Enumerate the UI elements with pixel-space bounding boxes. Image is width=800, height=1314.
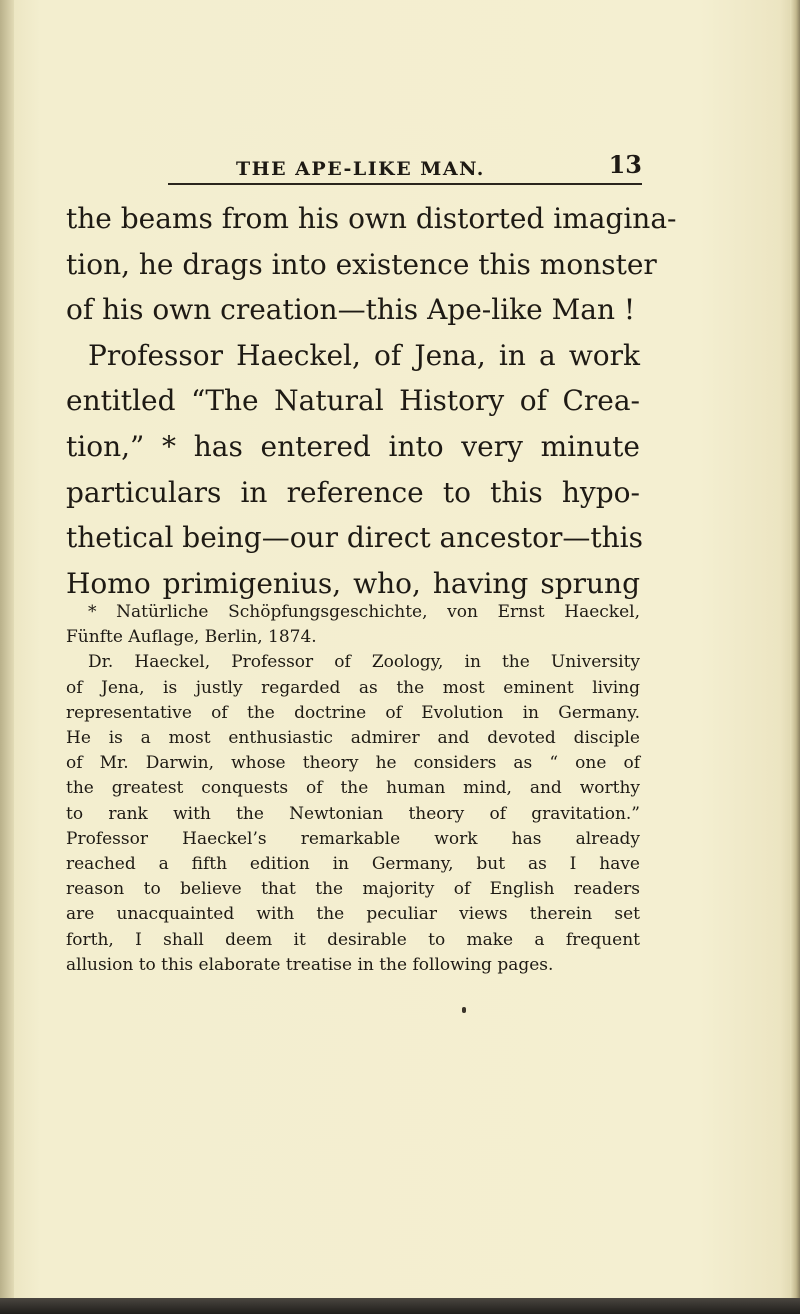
footnote-line: representative of the doctrine of Evolution in Germany. — [66, 702, 640, 723]
footnote-line: * Natürliche Schöpfungsgeschichte, von Ernst Haeckel, — [88, 602, 640, 622]
footnote-line: Fünfte Auflage, Berlin, 1874. — [66, 627, 317, 648]
footnote-line: He is a most enthusiastic admirer and devoted disciple — [66, 728, 640, 749]
footnote-line: allusion to this elaborate treatise in the following pages. — [66, 954, 554, 975]
footnote-line: are unacquainted with the peculiar views therein set — [66, 904, 640, 925]
body-line: Homo primigenius, who, having sprung — [66, 566, 640, 600]
body-line: tion,” * has entered into very minute — [66, 429, 640, 463]
footnote-line: reason to believe that the majority of English readers — [66, 879, 640, 900]
body-paragraphs — [66, 196, 677, 606]
body-line: of his own creation—this Ape-like Man ! — [66, 293, 636, 327]
body-line: tion, he drags into existence this monster — [66, 247, 657, 281]
body-line: thetical being—our direct ancestor—this — [66, 521, 643, 555]
body-line: the beams from his own distorted imagina- — [66, 202, 677, 235]
header-rule — [168, 183, 642, 185]
footnote-line: reached a fifth edition in Germany, but as I have — [66, 854, 640, 875]
body-line: Professor Haeckel, of Jena, in a work — [88, 338, 640, 372]
footnote-line: of Jena, is justly regarded as the most eminent living — [66, 677, 640, 698]
footnote-line: of Mr. Darwin, whose theory he considers as “ one of — [66, 753, 640, 774]
footnote-line: Professor Haeckel’s remarkable work has already — [66, 828, 640, 849]
ink-speck — [462, 1007, 466, 1013]
footnote-line: forth, I shall deem it desirable to make a frequent — [66, 929, 640, 950]
page-edge — [790, 0, 800, 1314]
footnote-line: the greatest conquests of the human mind, and worthy — [66, 778, 640, 799]
scan-bottom-edge — [0, 1298, 800, 1314]
running-head — [160, 150, 642, 186]
page-gutter-shadow — [0, 0, 14, 1314]
footnote-line: Dr. Haeckel, Professor of Zoology, in the University — [88, 652, 640, 673]
body-line: entitled “The Natural History of Crea- — [66, 384, 640, 418]
page-number: 13 — [608, 150, 642, 179]
running-head-title: THE APE-LIKE MAN. — [236, 158, 485, 180]
body-line: particulars in reference to this hypo- — [66, 475, 640, 509]
footnote — [66, 600, 640, 978]
footnote-line: to rank with the Newtonian theory of gravitation.” — [66, 803, 640, 824]
